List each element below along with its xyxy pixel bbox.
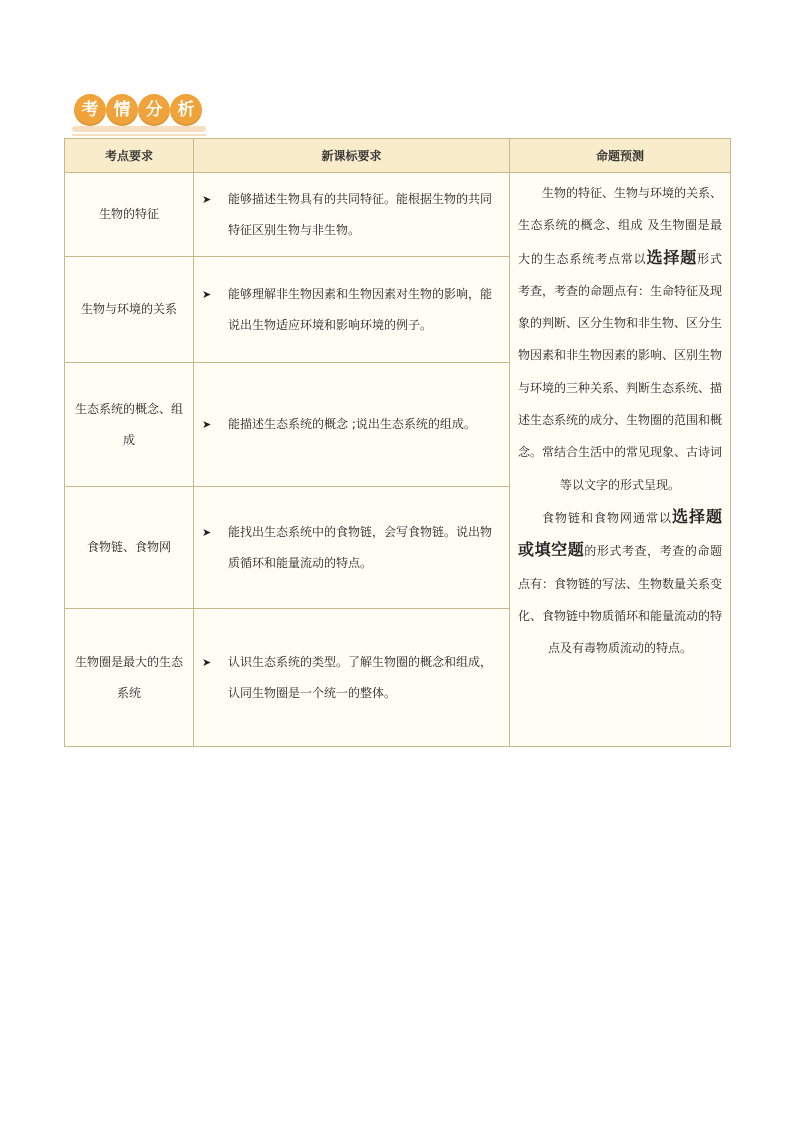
- badge-char: 析: [170, 94, 202, 126]
- exam-analysis-table: [64, 138, 731, 747]
- topic-cell: 食物链、食物网: [65, 487, 194, 609]
- topic-cell: 生物的特征: [65, 173, 194, 257]
- requirement-text: 能找出生态系统中的食物链，会写食物链。说出物质循环和能量流动的特点。: [228, 524, 493, 570]
- requirement-cell: [194, 609, 510, 747]
- prediction-cell: [510, 173, 731, 747]
- bullet-arrow-icon: ➤: [202, 655, 212, 669]
- prediction-text: 生物的特征、生物与环境的关系、生态系统的概念、组成 及生物圈是最大的生态系统考点常以: [518, 186, 723, 266]
- bullet-arrow-icon: ➤: [202, 418, 212, 431]
- prediction-text: 形式考查，考查的命题点有：生命特征及现象的判断、区分生物和非生物、区分生物因素和非生物因素的影响、区别生物与环境的三种关系、判断生态系统、描述生态系统的成分、生物圈的范围和概念。常结合生活中的常见现象、古诗词等以文字的形式呈现。: [518, 251, 723, 492]
- badge-char: 情: [106, 94, 138, 126]
- requirement-cell: [194, 487, 510, 609]
- requirement-cell: [194, 363, 510, 487]
- header-requirement: 新课标要求: [194, 139, 510, 173]
- badge-underline-thin: [72, 134, 206, 136]
- requirement-text: 认识生态系统的类型。了解生物圈的概念和组成，认同生物圈是一个统一的整体。: [228, 654, 493, 700]
- table-header-row: [65, 139, 731, 173]
- bullet-arrow-icon: ➤: [202, 525, 212, 539]
- topic-cell: 生物与环境的关系: [65, 257, 194, 363]
- header-prediction: 命题预测: [510, 139, 731, 173]
- prediction-text: 的形式考查，考查的命题点有：食物链的写法、生物数量关系变化、食物链中物质循环和能量流动的特点及有毒物质流动的特点。: [518, 544, 723, 656]
- topic-cell: 生物圈是最大的生态系统: [65, 609, 194, 747]
- requirement-text: 能够描述生物具有的共同特征。能根据生物的共同特征区别生物与非生物。: [228, 191, 493, 237]
- prediction-emphasis: 选择题或填空题: [518, 506, 722, 560]
- prediction-emphasis: 选择题: [646, 247, 698, 267]
- bullet-arrow-icon: ➤: [202, 287, 212, 301]
- requirement-text: 能描述生态系统的概念 ;说出生态系统的组成。: [228, 417, 476, 431]
- prediction-paragraph-1: [518, 177, 722, 501]
- badge-underline: [72, 126, 206, 132]
- requirement-cell: [194, 257, 510, 363]
- requirement-text: 能够理解非生物因素和生物因素对生物的影响，能说出生物适应环境和影响环境的例子。: [228, 286, 493, 332]
- prediction-paragraph-2: [518, 501, 722, 664]
- requirement-cell: [194, 173, 510, 257]
- bullet-arrow-icon: ➤: [202, 192, 212, 206]
- badge-char: 分: [138, 94, 170, 126]
- badge-char: 考: [74, 94, 106, 126]
- prediction-text: 食物链和食物网通常以: [542, 510, 672, 525]
- table-row: [65, 173, 731, 257]
- header-topic: 考点要求: [65, 139, 194, 173]
- section-badge: [72, 94, 206, 136]
- topic-cell: 生态系统的概念、组成: [65, 363, 194, 487]
